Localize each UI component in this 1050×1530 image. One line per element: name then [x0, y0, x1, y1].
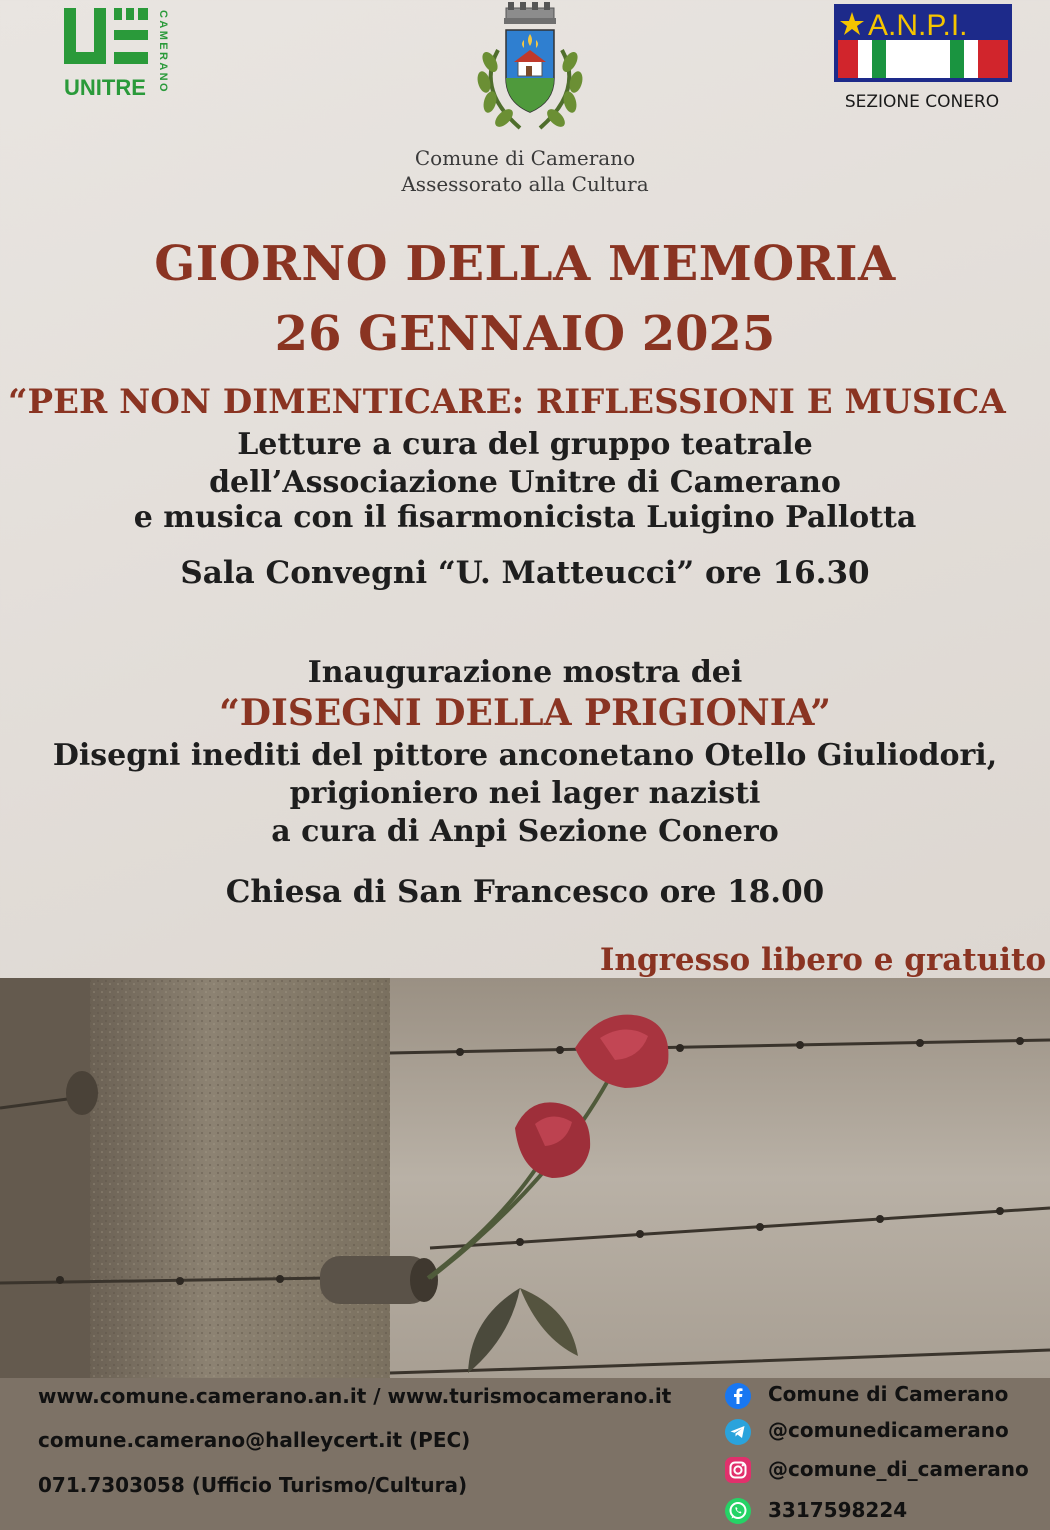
telegram-icon[interactable]	[724, 1418, 752, 1446]
anpi-logo-text: A.N.P.I.	[868, 9, 968, 42]
unitre-logo-vertical: CAMERANO	[157, 10, 169, 94]
website-links[interactable]: www.comune.camerano.an.it / www.turismocamerano.it	[38, 1384, 672, 1408]
phone-number[interactable]: 071.7303058 (Ufficio Turismo/Cultura)	[38, 1473, 468, 1497]
exhibit-intro: Inaugurazione mostra dei	[307, 655, 743, 690]
instagram-icon[interactable]	[724, 1456, 752, 1484]
facebook-icon[interactable]	[724, 1382, 752, 1410]
event-date: 26 GENNAIO 2025	[274, 306, 776, 362]
free-entry-note: Ingresso libero e gratuito	[599, 942, 1046, 978]
telegram-handle[interactable]: @comunedicamerano	[768, 1418, 1009, 1442]
exhibit-line: a cura di Anpi Sezione Conero	[271, 814, 779, 849]
facebook-handle[interactable]: Comune di Camerano	[768, 1382, 1009, 1406]
assessorato-name: Assessorato alla Cultura	[401, 172, 649, 196]
unitre-logo	[62, 6, 182, 98]
unitre-logo-text: UNITRE	[64, 75, 146, 98]
pec-email[interactable]: comune.camerano@halleycert.it (PEC)	[38, 1428, 471, 1452]
exhibit-line: prigioniero nei lager nazisti	[289, 776, 761, 811]
event-subtitle: “PER NON DIMENTICARE: RIFLESSIONI E MUSICA	[8, 382, 1006, 422]
reading-line: e musica con il fisarmonicista Luigino Pallotta	[133, 500, 917, 535]
event-title: GIORNO DELLA MEMORIA	[154, 236, 896, 292]
whatsapp-number[interactable]: 3317598224	[768, 1498, 908, 1522]
reading-line: Letture a cura del gruppo teatrale	[237, 427, 813, 462]
venue-time-2: Chiesa di San Francesco ore 18.00	[225, 874, 825, 910]
anpi-section-label: SEZIONE CONERO	[844, 92, 1000, 112]
barbed-wire-roses-image	[0, 978, 1050, 1378]
comune-crest-icon	[468, 0, 592, 134]
reading-line: dell’Associazione Unitre di Camerano	[209, 465, 841, 500]
instagram-handle[interactable]: @comune_di_camerano	[768, 1457, 1029, 1481]
whatsapp-icon[interactable]	[724, 1497, 752, 1525]
anpi-logo	[834, 4, 1012, 82]
exhibit-line: Disegni inediti del pittore anconetano Otello Giuliodori,	[52, 738, 998, 773]
exhibit-title: “DISEGNI DELLA PRIGIONIA”	[219, 692, 831, 734]
comune-name: Comune di Camerano	[414, 146, 636, 170]
venue-time-1: Sala Convegni “U. Matteucci” ore 16.30	[180, 555, 870, 591]
